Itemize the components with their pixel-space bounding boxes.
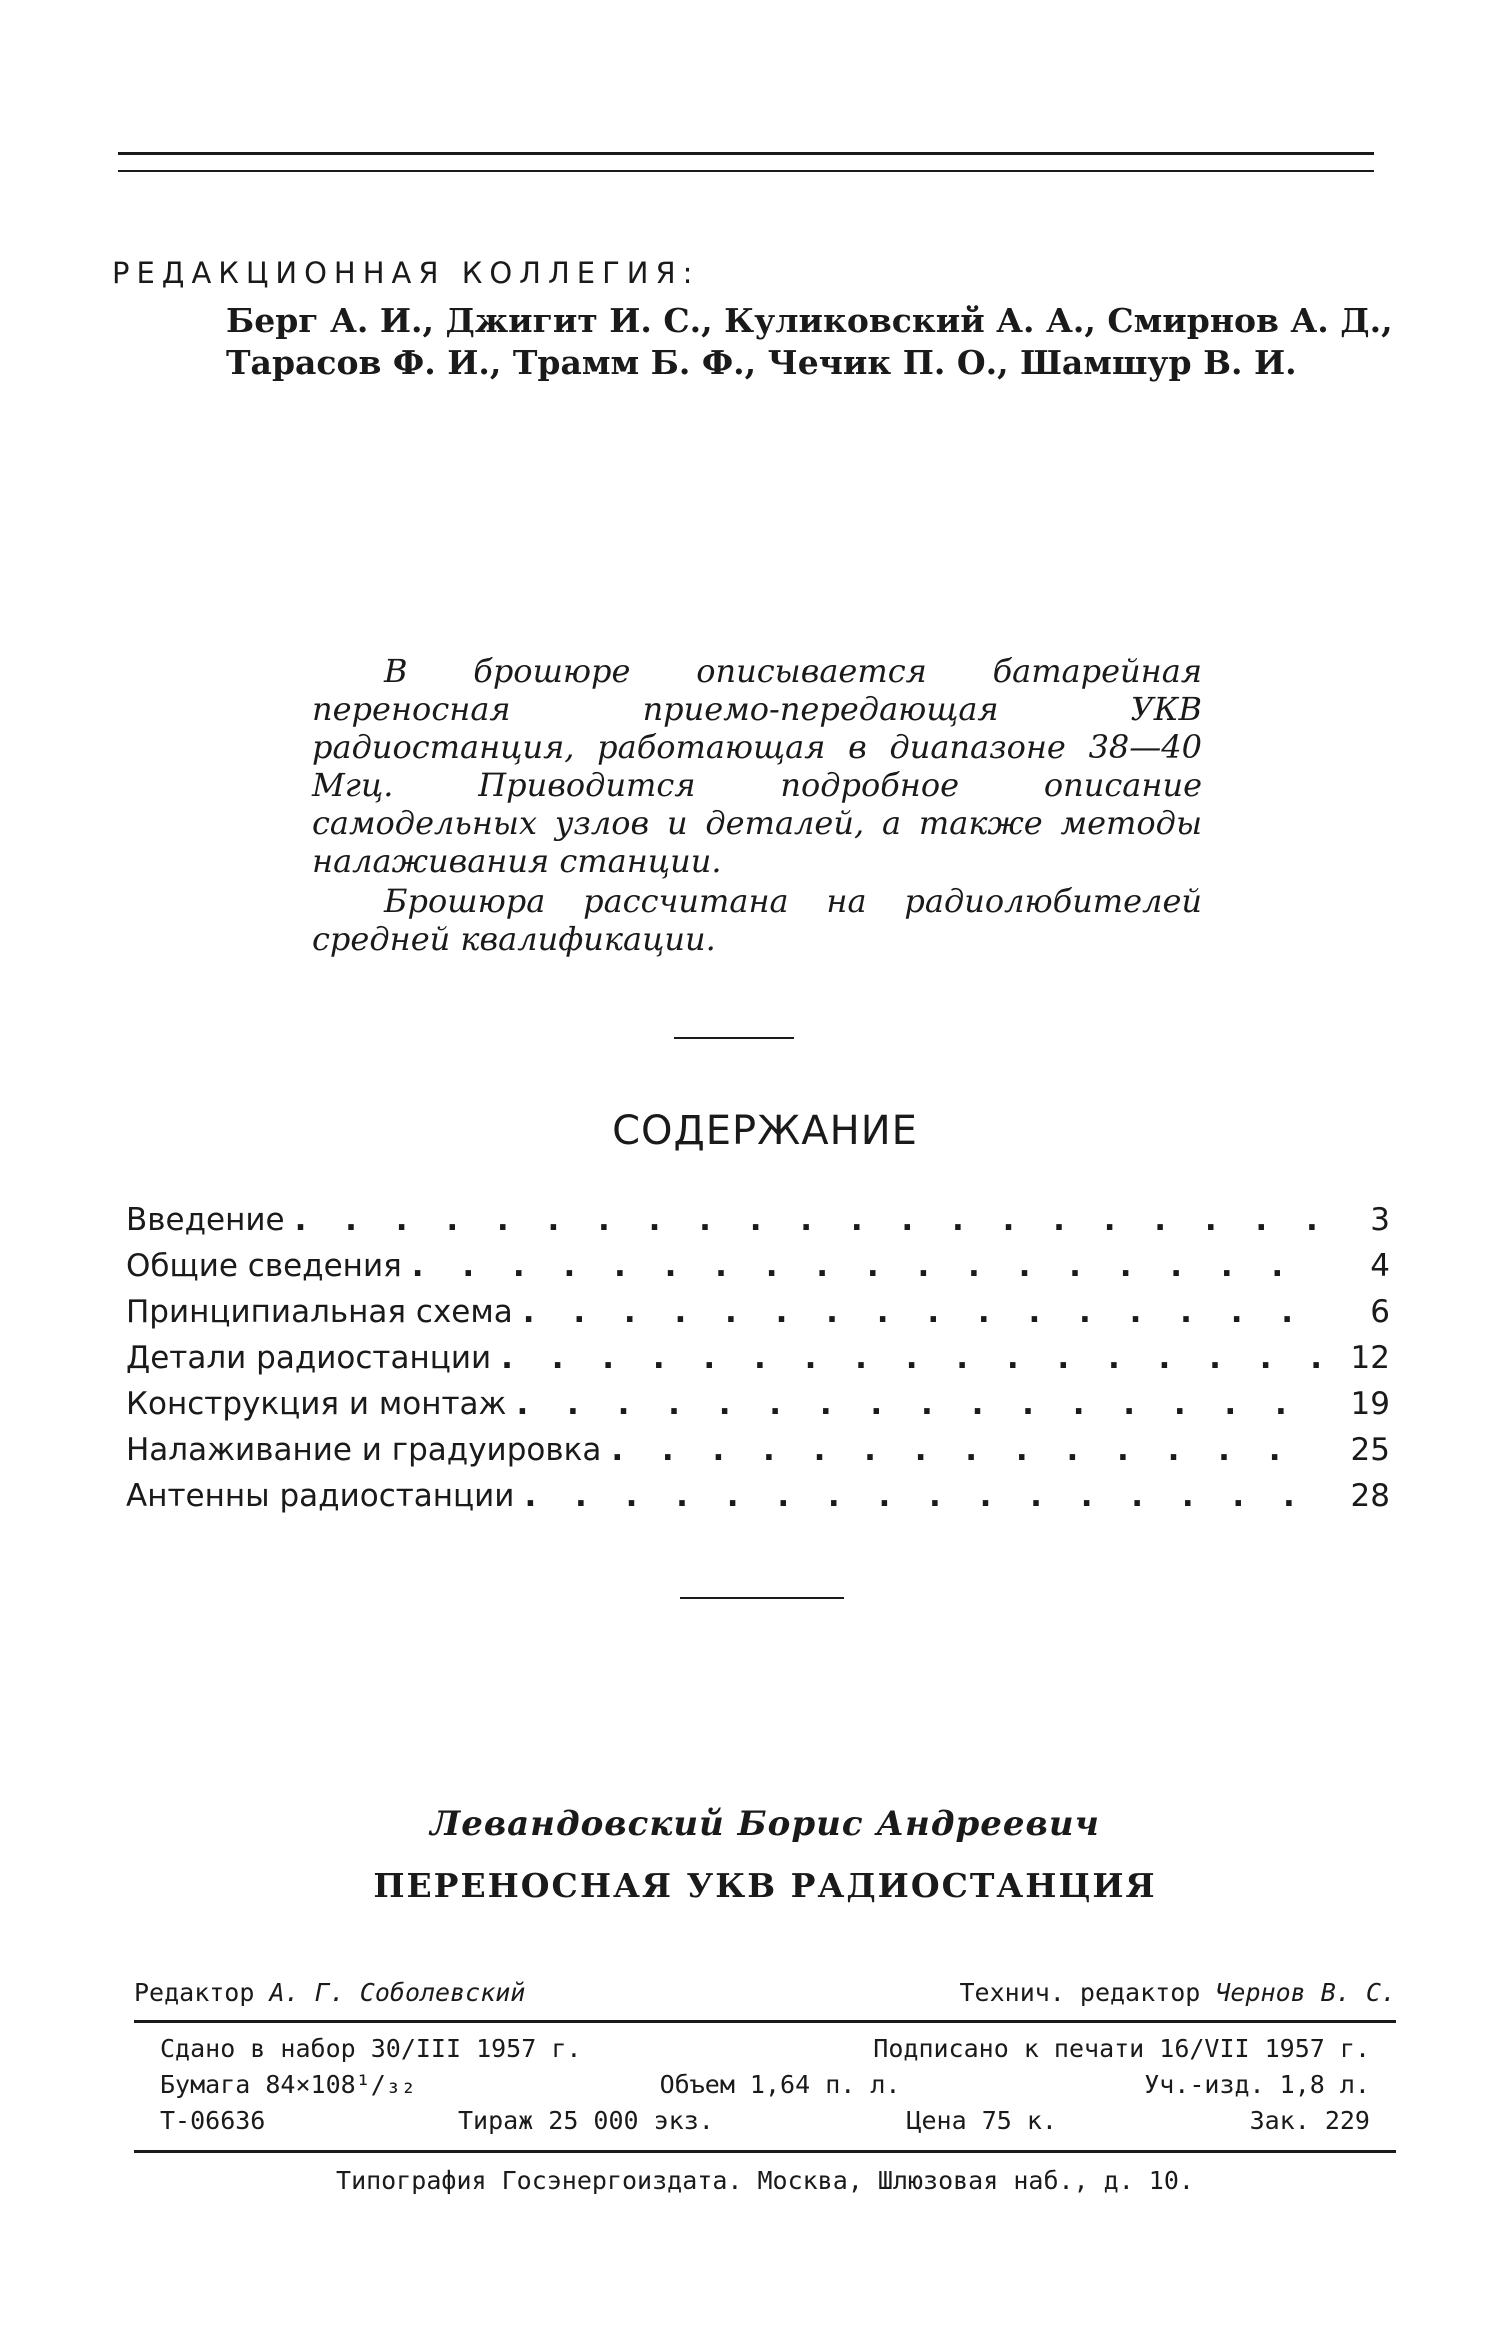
print-run: Тираж 25 000 экз. (457, 2106, 714, 2135)
toc-entry-page: 4 (1370, 1248, 1390, 1284)
toc-leader-dots (295, 1202, 1320, 1238)
toc-entry-label: Общие сведения (126, 1248, 402, 1284)
editorial-board-names-line: Тарасов Ф. И., Трамм Б. Ф., Чечик П. О., Шамшур В. И. (226, 343, 1297, 382)
toc-leader-dots (523, 1294, 1320, 1330)
toc-entry-label: Налаживание и градуировка (126, 1432, 602, 1468)
top-rule-thin (118, 170, 1374, 172)
annotation (312, 652, 1202, 958)
imprint-row (160, 2106, 1370, 2135)
section-separator (680, 1597, 844, 1599)
order-number: Зак. 229 (1249, 2106, 1370, 2135)
imprint-rule (134, 2150, 1396, 2153)
book-title: ПЕРЕНОСНАЯ УКВ РАДИОСТАНЦИЯ (373, 1866, 1157, 1905)
imprint-editors (134, 1978, 1396, 2007)
table-of-contents (126, 1202, 1390, 1524)
toc-leader-dots (501, 1340, 1320, 1376)
toc-leader-dots (524, 1478, 1320, 1514)
toc-entry (126, 1340, 1390, 1386)
sent-to-set: Сдано в набор 30/III 1957 г. (160, 2034, 582, 2063)
section-separator (674, 1037, 794, 1039)
volume: Объем 1,64 п. л. (659, 2070, 901, 2099)
toc-entry (126, 1478, 1390, 1524)
toc-entry-page: 3 (1370, 1202, 1390, 1238)
annotation-paragraph: Брошюра рассчитана на радиолюбителей средней квалификации. (312, 882, 1202, 958)
tech-editor-label: Технич. редактор (959, 1978, 1201, 2007)
toc-entry-label: Конструкция и монтаж (126, 1386, 507, 1422)
toc-entry (126, 1202, 1390, 1248)
toc-entry-page: 19 (1350, 1386, 1390, 1422)
toc-leader-dots (516, 1386, 1320, 1422)
signed-to-print: Подписано к печати 16/VII 1957 г. (873, 2034, 1370, 2063)
tech-editor-name: Чернов В. С. (1215, 1978, 1396, 2007)
censor-code: Т-06636 (160, 2106, 266, 2135)
editorial-board-names (226, 300, 1396, 384)
tech-editor-credit (959, 1978, 1396, 2007)
toc-entry-label: Антенны радиостанции (126, 1478, 515, 1514)
imprint-row (160, 2070, 1370, 2099)
price: Цена 75 к. (906, 2106, 1057, 2135)
toc-entry (126, 1386, 1390, 1432)
imprint-row (160, 2034, 1370, 2063)
editorial-board-label: РЕДАКЦИОННАЯ КОЛЛЕГИЯ: (112, 256, 700, 290)
editor-label: Редактор (134, 1978, 255, 2007)
toc-entry-page: 25 (1350, 1432, 1390, 1468)
book-author: Левандовский Борис Андреевич (430, 1804, 1100, 1844)
top-rule (118, 152, 1374, 155)
toc-entry (126, 1294, 1390, 1340)
edition-sheets: Уч.-изд. 1,8 л. (1144, 2070, 1370, 2099)
editor-name: А. Г. Соболевский (269, 1978, 526, 2007)
imprint-rule (134, 2020, 1396, 2023)
toc-entry (126, 1432, 1390, 1478)
toc-entry-page: 12 (1350, 1340, 1390, 1376)
toc-leader-dots (412, 1248, 1320, 1284)
toc-entry-label: Введение (126, 1202, 285, 1238)
contents-title: СОДЕРЖАНИЕ (612, 1108, 918, 1154)
toc-entry-label: Детали радиостанции (126, 1340, 492, 1376)
toc-leader-dots (611, 1432, 1320, 1468)
toc-entry-page: 6 (1370, 1294, 1390, 1330)
toc-entry-label: Принципиальная схема (126, 1294, 513, 1330)
toc-entry (126, 1248, 1390, 1294)
editorial-board-names-line: Берг А. И., Джигит И. С., Куликовский А. А., Смирнов А. Д., (226, 301, 1393, 340)
printer-info: Типография Госэнергоиздата. Москва, Шлюзовая наб., д. 10. (336, 2166, 1194, 2195)
annotation-paragraph: В брошюре описывается батарейная переносная приемо-передающая УКВ радиостанция, работающая в диапазоне 38—40 Мгц. Приводится подробное описание самодельных узлов и деталей, а также методы налаживания станции. (312, 652, 1202, 880)
toc-entry-page: 28 (1350, 1478, 1390, 1514)
editor-credit (134, 1978, 525, 2007)
paper-format: Бумага 84×108¹/₃₂ (160, 2070, 416, 2099)
